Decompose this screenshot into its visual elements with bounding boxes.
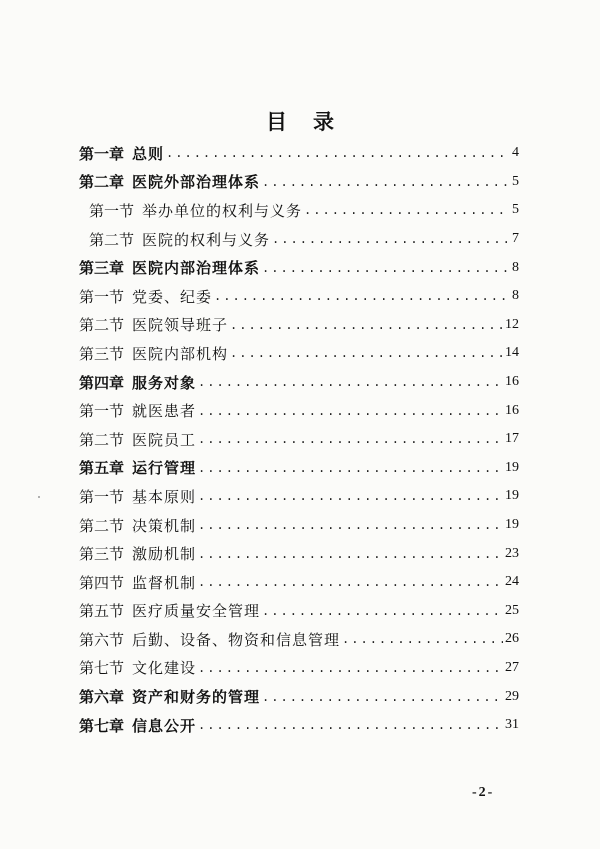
toc-entry-number: 第三节 [79, 344, 125, 363]
toc-entry-page: 23 [505, 545, 519, 561]
toc-entry-number: 第五章 [79, 459, 125, 478]
toc-section-entry [79, 539, 519, 568]
toc-entry-page: 19 [505, 459, 519, 475]
toc-entry-number: 第一章 [79, 144, 125, 163]
footer-page-number: -2- [472, 785, 495, 800]
toc-entry-page: 7 [512, 231, 519, 247]
toc-entry-title: 服务对象 [132, 373, 197, 392]
toc-entry-title: 基本原则 [132, 487, 197, 506]
toc-dot-leader [166, 146, 507, 160]
toc-entry-title: 医院内部治理体系 [132, 259, 261, 278]
toc-entry-page: 17 [505, 431, 519, 447]
toc-entry-page: 12 [505, 316, 519, 332]
toc-entry-page: 16 [505, 402, 519, 418]
toc-entry-number: 第六节 [79, 630, 125, 649]
toc-entry-title: 后勤、设备、物资和信息管理 [132, 630, 341, 649]
toc-entry-title: 就医患者 [132, 402, 197, 421]
toc-entry-page: 29 [505, 688, 519, 704]
toc-entry-number: 第六章 [79, 688, 125, 707]
toc-section-entry [79, 482, 519, 511]
toc-section-entry [79, 339, 519, 368]
toc-entry-title: 激励机制 [132, 545, 197, 564]
toc-dot-leader [198, 404, 503, 418]
toc-entry-page: 19 [505, 517, 519, 533]
toc-entry-title: 运行管理 [132, 459, 197, 478]
toc-section-entry [79, 282, 519, 311]
toc-entry-page: 5 [512, 202, 519, 218]
toc-entry-title: 医院的权利与义务 [142, 230, 271, 249]
toc-dot-leader [198, 575, 503, 589]
toc-entry-number: 第二章 [79, 173, 125, 192]
toc-entry-page: 5 [512, 173, 519, 189]
toc-entry-number: 第七章 [79, 716, 125, 735]
toc-entry-number: 第五节 [79, 602, 125, 621]
toc-section-entry [79, 225, 519, 254]
toc-entry-number: 第二节 [89, 230, 135, 249]
toc-dot-leader [198, 489, 503, 503]
toc-dot-leader [304, 203, 507, 217]
toc-entry-title: 医院员工 [132, 430, 197, 449]
toc-dot-leader [198, 461, 503, 475]
toc-dot-leader [198, 375, 503, 389]
toc-entry-title: 举办单位的权利与义务 [142, 201, 303, 220]
toc-entry-page: 26 [505, 631, 519, 647]
toc-section-entry [79, 196, 519, 225]
toc-chapter-entry [79, 454, 519, 483]
toc-entry-page: 4 [512, 145, 519, 161]
toc-entry-page: 25 [505, 602, 519, 618]
toc-dot-leader [198, 718, 503, 732]
toc-entry-number: 第一节 [79, 487, 125, 506]
toc-chapter-entry [79, 711, 519, 740]
toc-dot-leader [198, 547, 503, 561]
toc-entry-number: 第二节 [79, 516, 125, 535]
toc-entry-page: 24 [505, 574, 519, 590]
page-title: 目录 [266, 109, 360, 134]
toc-dot-leader [342, 632, 503, 646]
scan-speck [38, 496, 40, 498]
toc-dot-leader [262, 175, 507, 189]
toc-entry-title: 医院外部治理体系 [132, 173, 261, 192]
toc-section-entry [79, 568, 519, 597]
toc-section-entry [79, 511, 519, 540]
toc-entry-page: 31 [505, 717, 519, 733]
toc-chapter-entry [79, 168, 519, 197]
toc-entry-number: 第二节 [79, 430, 125, 449]
toc-entry-number: 第四节 [79, 573, 125, 592]
toc-entry-title: 党委、纪委 [132, 287, 213, 306]
toc-entry-page: 8 [512, 288, 519, 304]
toc-chapter-entry [79, 368, 519, 397]
toc-section-entry [79, 425, 519, 454]
toc-entry-number: 第七节 [79, 659, 125, 678]
toc-entry-title: 总则 [132, 144, 165, 163]
toc-entry-title: 医院内部机构 [132, 344, 229, 363]
table-of-contents [79, 139, 519, 739]
toc-entry-title: 信息公开 [132, 716, 197, 735]
toc-chapter-entry [79, 253, 519, 282]
toc-entry-number: 第三章 [79, 259, 125, 278]
toc-entry-title: 医院领导班子 [132, 316, 229, 335]
toc-entry-title: 决策机制 [132, 516, 197, 535]
toc-chapter-entry [79, 682, 519, 711]
toc-dot-leader [198, 518, 503, 532]
toc-dot-leader [262, 261, 507, 275]
toc-entry-title: 医疗质量安全管理 [132, 602, 261, 621]
toc-dot-leader [198, 432, 503, 446]
toc-entry-title: 资产和财务的管理 [132, 688, 261, 707]
toc-entry-page: 19 [505, 488, 519, 504]
toc-entry-page: 8 [512, 259, 519, 275]
toc-dot-leader [230, 346, 503, 360]
toc-entry-title: 监督机制 [132, 573, 197, 592]
toc-entry-number: 第三节 [79, 545, 125, 564]
toc-entry-number: 第一节 [79, 287, 125, 306]
toc-dot-leader [230, 318, 503, 332]
toc-section-entry [79, 396, 519, 425]
toc-entry-page: 16 [505, 374, 519, 390]
toc-section-entry [79, 311, 519, 340]
toc-entry-number: 第一节 [79, 402, 125, 421]
toc-section-entry [79, 654, 519, 683]
toc-chapter-entry [79, 139, 519, 168]
toc-entry-title: 文化建设 [132, 659, 197, 678]
toc-dot-leader [262, 690, 503, 704]
toc-dot-leader [198, 661, 503, 675]
toc-entry-number: 第二节 [79, 316, 125, 335]
toc-dot-leader [262, 604, 503, 618]
toc-entry-number: 第四章 [79, 373, 125, 392]
toc-entry-number: 第一节 [89, 201, 135, 220]
toc-section-entry [79, 625, 519, 654]
toc-entry-page: 14 [505, 345, 519, 361]
toc-section-entry [79, 597, 519, 626]
toc-dot-leader [214, 289, 507, 303]
toc-dot-leader [272, 232, 507, 246]
toc-entry-page: 27 [505, 659, 519, 675]
